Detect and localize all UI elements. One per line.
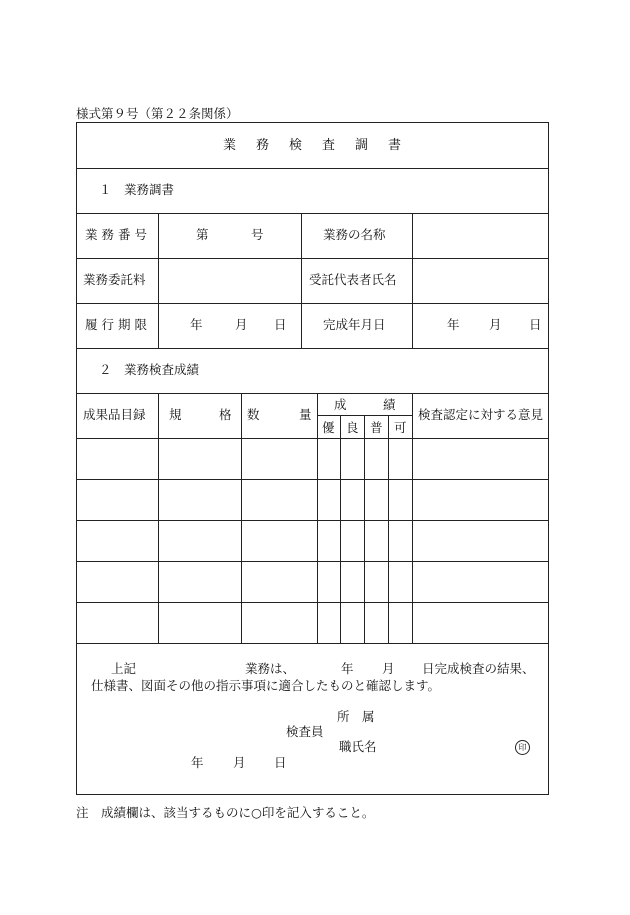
col-grade-a: 成 bbox=[334, 397, 347, 412]
col-qty-b: 量 bbox=[299, 407, 312, 422]
deadline-label: 履行期限 bbox=[85, 317, 152, 332]
form-reference: 様式第９号（第２２条関係） bbox=[76, 106, 239, 121]
affiliation-label: 所 属 bbox=[337, 709, 375, 724]
business-number-label: 業務番号 bbox=[85, 227, 152, 242]
form-title: 業務検査調書 bbox=[222, 138, 422, 153]
cert-line1-a: 上記 bbox=[111, 661, 137, 676]
cert-line1-month: 月 bbox=[382, 661, 395, 676]
section2-heading: ２ 業務検査成績 bbox=[99, 362, 200, 377]
col-opinion: 検査認定に対する意見 bbox=[418, 407, 544, 422]
col-grade-good: 良 bbox=[346, 420, 359, 435]
commission-fee-label: 業務委託料 bbox=[83, 272, 146, 287]
col-grade-pass: 可 bbox=[394, 420, 407, 435]
cert-line1-b: 業務は、 bbox=[245, 661, 296, 676]
section1-heading: １ 業務調書 bbox=[99, 182, 175, 197]
col-grade-excellent: 優 bbox=[322, 420, 335, 435]
col-spec-a: 規 bbox=[169, 407, 182, 422]
representative-label: 受託代表者氏名 bbox=[309, 272, 397, 287]
business-name-label: 業務の名称 bbox=[323, 227, 386, 242]
sign-month: 月 bbox=[233, 755, 246, 770]
deadline-day: 日 bbox=[274, 317, 287, 332]
completion-month: 月 bbox=[489, 317, 502, 332]
inspector-label: 検査員 bbox=[286, 724, 324, 739]
sign-day: 日 bbox=[274, 755, 287, 770]
cert-line1-c: 日完成検査の結果、 bbox=[422, 661, 535, 676]
cert-line2: 仕様書、図面その他の指示事項に適合したものと確認します。 bbox=[91, 678, 441, 693]
completion-year: 年 bbox=[447, 317, 460, 332]
business-number-go: 号 bbox=[251, 227, 264, 242]
cert-line1-year: 年 bbox=[341, 661, 354, 676]
col-spec-b: 格 bbox=[219, 407, 232, 422]
deadline-month: 月 bbox=[235, 317, 248, 332]
col-grade-fair: 普 bbox=[370, 420, 383, 435]
business-number-dai: 第 bbox=[196, 227, 209, 242]
col-grade-b: 績 bbox=[383, 397, 396, 412]
name-label: 職氏名 bbox=[339, 739, 377, 754]
deadline-year: 年 bbox=[190, 317, 203, 332]
completion-date-label: 完成年月日 bbox=[323, 317, 386, 332]
col-qty-a: 数 bbox=[247, 407, 260, 422]
inspection-form bbox=[76, 122, 549, 795]
completion-day: 日 bbox=[529, 317, 542, 332]
sign-year: 年 bbox=[191, 755, 204, 770]
seal-mark: 印 bbox=[515, 740, 530, 755]
col-deliverables: 成果品目録 bbox=[83, 407, 146, 422]
footnote: 注 成績欄は、該当するものに○印を記入すること。 bbox=[76, 805, 375, 820]
